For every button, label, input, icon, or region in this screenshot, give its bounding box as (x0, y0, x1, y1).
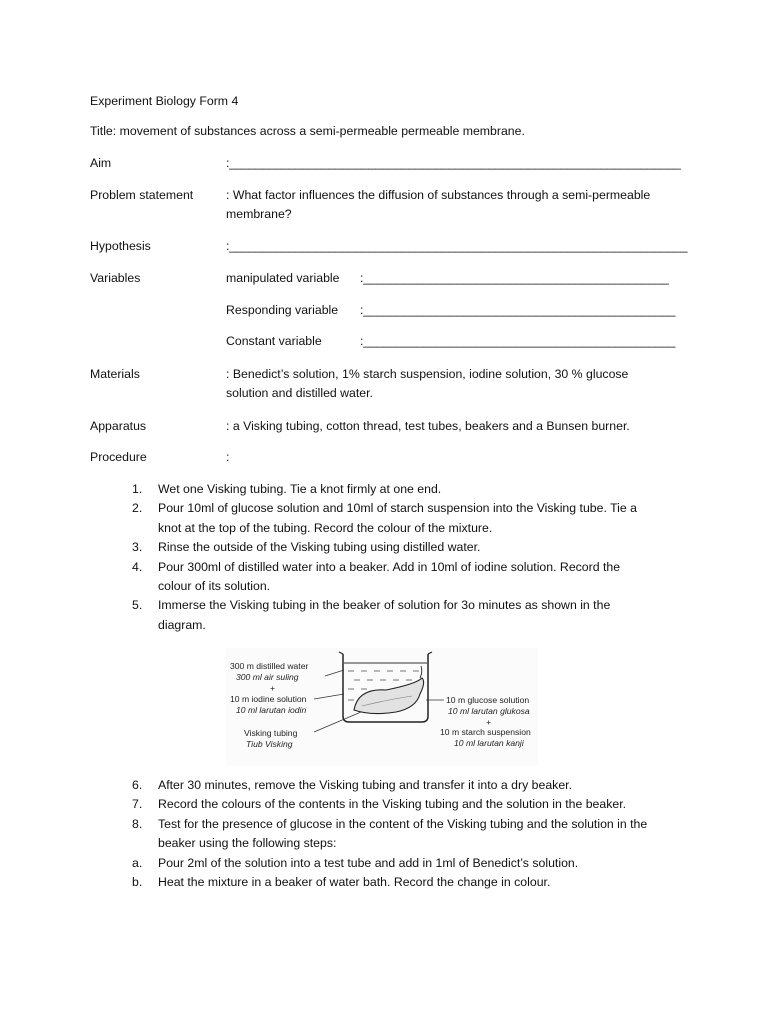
list-item (132, 854, 672, 873)
label-distilled-water-malay (236, 672, 299, 682)
step-text: Immerse the Visking tubing in the beaker of solution for 3o minutes as shown in the diagram. (158, 598, 611, 632)
step-number: 6. (132, 778, 143, 792)
label-distilled-water-malay-text: 300 ml air suling (236, 672, 299, 682)
label-distilled-water: 300 m distilled water (230, 661, 309, 671)
list-item (132, 499, 652, 538)
label-visking-malay (246, 739, 293, 749)
step-number: 4. (132, 559, 143, 574)
sub-step-letter: b. (132, 875, 143, 890)
list-item (132, 480, 652, 499)
label-starch-malay-text: 10 ml larutan kanji (454, 738, 524, 748)
list-item (132, 795, 672, 814)
label-starch-suspension: 10 m starch suspension (440, 727, 531, 737)
step-text: Pour 10ml of glucose solution and 10ml of starch suspension into the Visking tube. Tie a knot at the top of the tubing. Record the colour of the mixture. (158, 501, 637, 535)
apparatus-label: Apparatus (90, 419, 147, 433)
document-title: Experiment Biology Form 4 (90, 94, 239, 108)
step-text: Wet one Visking tubing. Tie a knot firmly at one end. (158, 482, 442, 496)
variables-label: Variables (90, 271, 141, 285)
manipulated-variable-label: manipulated variable (226, 271, 340, 285)
procedure-label: Procedure (90, 450, 147, 464)
sub-step-text: Heat the mixture in a beaker of water bath. Record the change in colour. (158, 875, 551, 890)
materials-label: Materials (90, 367, 140, 381)
procedure-colon: : (226, 450, 230, 464)
step-text: Test for the presence of glucose in the content of the Visking tubing and the solution in the beaker using the following steps: (158, 816, 648, 851)
problem-text-line2: membrane? (226, 207, 292, 221)
step-text: Pour 300ml of distilled water into a beaker. Add in 10ml of iodine solution. Record the colour of its solution. (158, 559, 621, 594)
list-item (132, 558, 652, 597)
apparatus-text: : a Visking tubing, cotton thread, test tubes, beakers and a Bunsen burner. (226, 419, 630, 433)
label-visking-tubing: Visking tubing (244, 728, 298, 738)
step-text: Rinse the outside of the Visking tubing using distilled water. (158, 540, 481, 555)
materials-text-line1: : Benedict’s solution, 1% starch suspension, iodine solution, 30 % glucose (226, 367, 629, 381)
procedure-list-part2 (132, 776, 672, 892)
step-text: Record the colours of the contents in the Visking tubing and the solution in the beaker. (158, 797, 627, 812)
sub-step-list (132, 854, 672, 893)
responding-variable-label: Responding variable (226, 303, 339, 317)
label-visking-malay-text: Tiub Visking (246, 739, 293, 749)
procedure-list-part1 (132, 480, 652, 635)
list-item (132, 538, 652, 557)
experiment-diagram (226, 648, 538, 766)
title-line: Title: movement of substances across a semi-permeable permeable membrane. (90, 124, 525, 138)
list-item (132, 873, 672, 892)
hypothesis-label: Hypothesis (90, 239, 151, 253)
step-text: After 30 minutes, remove the Visking tubing and transfer it into a dry beaker. (158, 778, 572, 792)
hypothesis-blank: :_____________________________________________________________________ (226, 239, 688, 253)
materials-text-line2: solution and distilled water. (226, 386, 373, 400)
constant-variable-label: Constant variable (226, 334, 322, 348)
constant-variable-blank: :_______________________________________________ (360, 334, 676, 348)
label-iodine-solution: 10 m iodine solution (230, 694, 307, 704)
label-iodine-malay (236, 705, 306, 715)
problem-text-line1: : What factor influences the diffusion of substances through a semi-permeable (226, 188, 651, 202)
label-iodine-malay-text: 10 ml larutan iodin (236, 705, 307, 715)
label-plus-right: + (486, 717, 492, 727)
step-number: 1. (132, 482, 143, 496)
list-item (132, 815, 672, 893)
label-glucose-malay (448, 706, 530, 716)
list-item (132, 776, 672, 795)
responding-variable-blank: :_______________________________________________ (360, 303, 676, 317)
step-number: 2. (132, 501, 143, 516)
aim-label: Aim (90, 156, 112, 170)
step-number: 8. (132, 816, 143, 831)
sub-step-text: Pour 2ml of the solution into a test tube and add in 1ml of Benedict’s solution. (158, 855, 579, 870)
step-number: 3. (132, 540, 143, 555)
label-plus-left: + (270, 683, 276, 693)
label-starch-malay (454, 738, 524, 748)
label-glucose-malay-text: 10 ml larutan glukosa (448, 706, 530, 716)
sub-step-letter: a. (132, 855, 143, 870)
list-item (132, 596, 652, 635)
step-number: 5. (132, 598, 143, 613)
manipulated-variable-blank: :______________________________________________ (360, 271, 669, 285)
problem-label: Problem statement (90, 188, 194, 202)
step-number: 7. (132, 797, 143, 812)
aim-blank: :____________________________________________________________________ (226, 156, 681, 170)
label-glucose-solution: 10 m glucose solution (446, 695, 530, 705)
